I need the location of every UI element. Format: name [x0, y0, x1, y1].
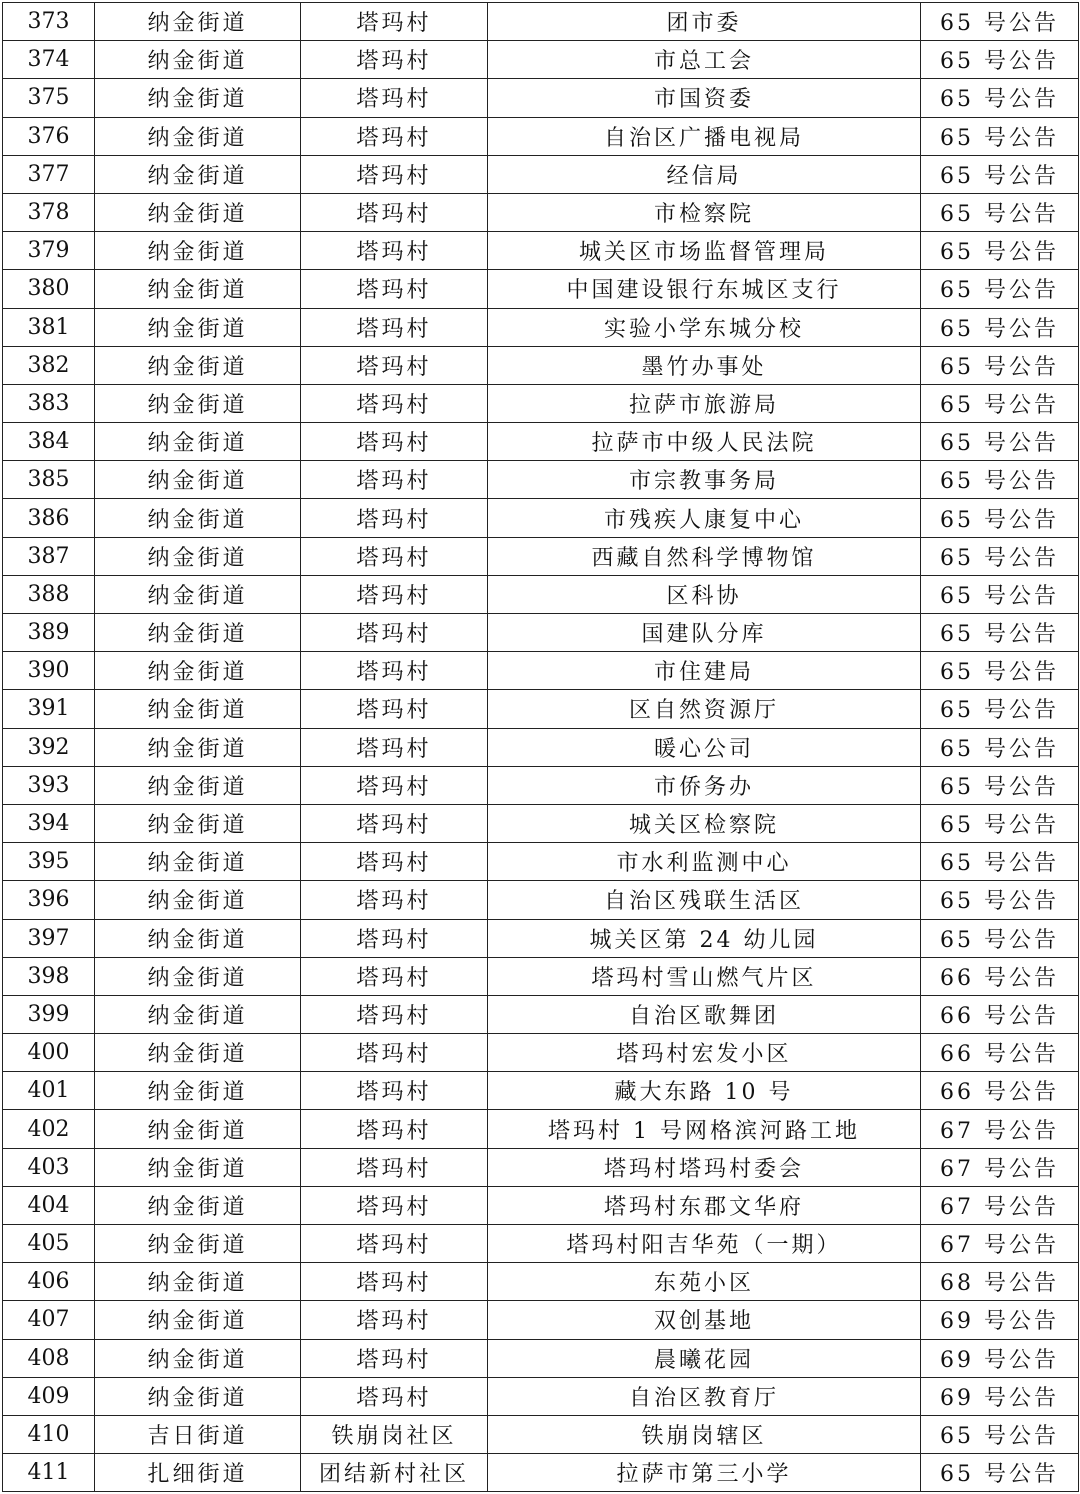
cell-village: 塔玛村	[301, 614, 488, 652]
cell-place: 暖心公司	[488, 728, 921, 766]
cell-notice: 65 号公告	[921, 155, 1079, 193]
cell-place: 塔玛村东郡文华府	[488, 1186, 921, 1224]
cell-notice: 65 号公告	[921, 3, 1079, 41]
cell-village: 塔玛村	[301, 193, 488, 231]
cell-village: 铁崩岗社区	[301, 1415, 488, 1453]
cell-place: 塔玛村阳吉华苑（一期）	[488, 1225, 921, 1263]
cell-number: 404	[3, 1186, 95, 1224]
cell-place: 市残疾人康复中心	[488, 499, 921, 537]
cell-place: 塔玛村雪山燃气片区	[488, 957, 921, 995]
cell-number: 381	[3, 308, 95, 346]
cell-village: 塔玛村	[301, 919, 488, 957]
table-row	[3, 1454, 1079, 1492]
cell-street: 扎细街道	[95, 1454, 301, 1492]
cell-notice: 65 号公告	[921, 728, 1079, 766]
table-row	[3, 1263, 1079, 1301]
table-row	[3, 270, 1079, 308]
table-row	[3, 155, 1079, 193]
table-row	[3, 995, 1079, 1033]
cell-village: 塔玛村	[301, 843, 488, 881]
cell-street: 纳金街道	[95, 995, 301, 1033]
cell-street: 纳金街道	[95, 346, 301, 384]
table-row	[3, 1225, 1079, 1263]
cell-street: 纳金街道	[95, 766, 301, 804]
cell-place: 经信局	[488, 155, 921, 193]
cell-street: 纳金街道	[95, 957, 301, 995]
cell-place: 城关区市场监督管理局	[488, 232, 921, 270]
cell-place: 区自然资源厅	[488, 690, 921, 728]
cell-number: 400	[3, 1034, 95, 1072]
cell-street: 纳金街道	[95, 614, 301, 652]
cell-street: 纳金街道	[95, 193, 301, 231]
cell-number: 385	[3, 461, 95, 499]
cell-number: 386	[3, 499, 95, 537]
cell-street: 纳金街道	[95, 1034, 301, 1072]
cell-number: 394	[3, 804, 95, 842]
cell-street: 纳金街道	[95, 117, 301, 155]
cell-place: 实验小学东城分校	[488, 308, 921, 346]
table-row	[3, 232, 1079, 270]
cell-street: 纳金街道	[95, 690, 301, 728]
cell-number: 408	[3, 1339, 95, 1377]
table-row	[3, 1034, 1079, 1072]
cell-street: 纳金街道	[95, 881, 301, 919]
table-row	[3, 537, 1079, 575]
table-row	[3, 1186, 1079, 1224]
cell-street: 纳金街道	[95, 1301, 301, 1339]
cell-place: 市检察院	[488, 193, 921, 231]
cell-village: 塔玛村	[301, 652, 488, 690]
cell-number: 379	[3, 232, 95, 270]
cell-notice: 65 号公告	[921, 652, 1079, 690]
cell-notice: 65 号公告	[921, 1415, 1079, 1453]
table-row	[3, 461, 1079, 499]
cell-place: 自治区歌舞团	[488, 995, 921, 1033]
table-row	[3, 384, 1079, 422]
cell-notice: 65 号公告	[921, 346, 1079, 384]
cell-number: 399	[3, 995, 95, 1033]
cell-village: 塔玛村	[301, 1377, 488, 1415]
cell-place: 拉萨市第三小学	[488, 1454, 921, 1492]
table-row	[3, 614, 1079, 652]
cell-village: 塔玛村	[301, 308, 488, 346]
cell-place: 团市委	[488, 3, 921, 41]
cell-street: 纳金街道	[95, 270, 301, 308]
cell-number: 406	[3, 1263, 95, 1301]
cell-place: 拉萨市中级人民法院	[488, 423, 921, 461]
cell-number: 396	[3, 881, 95, 919]
cell-village: 塔玛村	[301, 957, 488, 995]
cell-place: 自治区教育厅	[488, 1377, 921, 1415]
table-row	[3, 1377, 1079, 1415]
cell-street: 纳金街道	[95, 41, 301, 79]
table-row	[3, 346, 1079, 384]
cell-notice: 65 号公告	[921, 232, 1079, 270]
cell-place: 市侨务办	[488, 766, 921, 804]
cell-street: 纳金街道	[95, 1263, 301, 1301]
table-row	[3, 766, 1079, 804]
table-row	[3, 652, 1079, 690]
cell-village: 团结新村社区	[301, 1454, 488, 1492]
cell-number: 382	[3, 346, 95, 384]
cell-place: 晨曦花园	[488, 1339, 921, 1377]
cell-village: 塔玛村	[301, 1225, 488, 1263]
cell-place: 市宗教事务局	[488, 461, 921, 499]
cell-notice: 65 号公告	[921, 79, 1079, 117]
cell-village: 塔玛村	[301, 232, 488, 270]
cell-street: 纳金街道	[95, 232, 301, 270]
cell-notice: 65 号公告	[921, 766, 1079, 804]
table-row	[3, 499, 1079, 537]
cell-place: 自治区广播电视局	[488, 117, 921, 155]
cell-street: 纳金街道	[95, 1339, 301, 1377]
cell-number: 390	[3, 652, 95, 690]
cell-street: 纳金街道	[95, 919, 301, 957]
cell-place: 铁崩岗辖区	[488, 1415, 921, 1453]
cell-notice: 66 号公告	[921, 957, 1079, 995]
cell-village: 塔玛村	[301, 690, 488, 728]
cell-number: 384	[3, 423, 95, 461]
cell-number: 409	[3, 1377, 95, 1415]
cell-number: 387	[3, 537, 95, 575]
table-row	[3, 1072, 1079, 1110]
cell-village: 塔玛村	[301, 41, 488, 79]
cell-notice: 67 号公告	[921, 1186, 1079, 1224]
cell-village: 塔玛村	[301, 79, 488, 117]
cell-village: 塔玛村	[301, 155, 488, 193]
cell-place: 国建队分库	[488, 614, 921, 652]
cell-notice: 69 号公告	[921, 1339, 1079, 1377]
cell-village: 塔玛村	[301, 1263, 488, 1301]
cell-number: 397	[3, 919, 95, 957]
cell-street: 纳金街道	[95, 843, 301, 881]
cell-number: 411	[3, 1454, 95, 1492]
cell-village: 塔玛村	[301, 1186, 488, 1224]
cell-village: 塔玛村	[301, 1301, 488, 1339]
cell-notice: 66 号公告	[921, 995, 1079, 1033]
table-row	[3, 193, 1079, 231]
cell-place: 塔玛村塔玛村委会	[488, 1148, 921, 1186]
cell-notice: 65 号公告	[921, 117, 1079, 155]
cell-notice: 65 号公告	[921, 308, 1079, 346]
cell-place: 墨竹办事处	[488, 346, 921, 384]
cell-street: 纳金街道	[95, 1377, 301, 1415]
cell-place: 自治区残联生活区	[488, 881, 921, 919]
cell-street: 纳金街道	[95, 1148, 301, 1186]
cell-place: 塔玛村宏发小区	[488, 1034, 921, 1072]
cell-street: 纳金街道	[95, 461, 301, 499]
cell-street: 吉日街道	[95, 1415, 301, 1453]
table-row	[3, 575, 1079, 613]
cell-street: 纳金街道	[95, 728, 301, 766]
cell-number: 391	[3, 690, 95, 728]
cell-village: 塔玛村	[301, 461, 488, 499]
cell-street: 纳金街道	[95, 384, 301, 422]
cell-notice: 65 号公告	[921, 41, 1079, 79]
cell-street: 纳金街道	[95, 804, 301, 842]
table-row	[3, 728, 1079, 766]
cell-number: 407	[3, 1301, 95, 1339]
cell-notice: 65 号公告	[921, 804, 1079, 842]
cell-number: 374	[3, 41, 95, 79]
cell-place: 市水利监测中心	[488, 843, 921, 881]
cell-village: 塔玛村	[301, 575, 488, 613]
cell-notice: 69 号公告	[921, 1377, 1079, 1415]
cell-place: 西藏自然科学博物馆	[488, 537, 921, 575]
cell-notice: 65 号公告	[921, 537, 1079, 575]
cell-village: 塔玛村	[301, 270, 488, 308]
cell-place: 双创基地	[488, 1301, 921, 1339]
table-row	[3, 117, 1079, 155]
cell-notice: 65 号公告	[921, 843, 1079, 881]
cell-number: 402	[3, 1110, 95, 1148]
cell-place: 城关区第 24 幼儿园	[488, 919, 921, 957]
cell-street: 纳金街道	[95, 1225, 301, 1263]
cell-number: 376	[3, 117, 95, 155]
cell-number: 377	[3, 155, 95, 193]
cell-village: 塔玛村	[301, 499, 488, 537]
cell-notice: 68 号公告	[921, 1263, 1079, 1301]
table-row	[3, 804, 1079, 842]
table-row	[3, 1301, 1079, 1339]
cell-street: 纳金街道	[95, 3, 301, 41]
table-row	[3, 423, 1079, 461]
cell-street: 纳金街道	[95, 652, 301, 690]
cell-street: 纳金街道	[95, 79, 301, 117]
cell-notice: 65 号公告	[921, 575, 1079, 613]
cell-notice: 65 号公告	[921, 461, 1079, 499]
table-row	[3, 919, 1079, 957]
cell-village: 塔玛村	[301, 804, 488, 842]
table-row	[3, 79, 1079, 117]
table-row	[3, 308, 1079, 346]
cell-place: 拉萨市旅游局	[488, 384, 921, 422]
cell-village: 塔玛村	[301, 384, 488, 422]
cell-village: 塔玛村	[301, 537, 488, 575]
cell-notice: 67 号公告	[921, 1110, 1079, 1148]
cell-notice: 69 号公告	[921, 1301, 1079, 1339]
cell-number: 405	[3, 1225, 95, 1263]
cell-street: 纳金街道	[95, 575, 301, 613]
table-row	[3, 1415, 1079, 1453]
cell-number: 375	[3, 79, 95, 117]
cell-place: 区科协	[488, 575, 921, 613]
cell-village: 塔玛村	[301, 995, 488, 1033]
table-row	[3, 881, 1079, 919]
cell-notice: 65 号公告	[921, 193, 1079, 231]
cell-number: 383	[3, 384, 95, 422]
cell-village: 塔玛村	[301, 1148, 488, 1186]
cell-notice: 65 号公告	[921, 423, 1079, 461]
cell-place: 藏大东路 10 号	[488, 1072, 921, 1110]
cell-notice: 67 号公告	[921, 1148, 1079, 1186]
table-row	[3, 843, 1079, 881]
cell-notice: 67 号公告	[921, 1225, 1079, 1263]
cell-village: 塔玛村	[301, 881, 488, 919]
cell-street: 纳金街道	[95, 423, 301, 461]
cell-number: 398	[3, 957, 95, 995]
cell-notice: 66 号公告	[921, 1034, 1079, 1072]
cell-notice: 65 号公告	[921, 499, 1079, 537]
list-table-body	[3, 3, 1079, 1492]
cell-street: 纳金街道	[95, 1186, 301, 1224]
cell-notice: 65 号公告	[921, 919, 1079, 957]
cell-village: 塔玛村	[301, 766, 488, 804]
table-row	[3, 1110, 1079, 1148]
cell-number: 388	[3, 575, 95, 613]
cell-notice: 65 号公告	[921, 1454, 1079, 1492]
cell-street: 纳金街道	[95, 499, 301, 537]
cell-number: 392	[3, 728, 95, 766]
table-row	[3, 41, 1079, 79]
cell-notice: 65 号公告	[921, 270, 1079, 308]
list-table	[2, 2, 1079, 1492]
cell-street: 纳金街道	[95, 1072, 301, 1110]
table-row	[3, 957, 1079, 995]
cell-street: 纳金街道	[95, 308, 301, 346]
cell-number: 401	[3, 1072, 95, 1110]
cell-street: 纳金街道	[95, 537, 301, 575]
cell-number: 395	[3, 843, 95, 881]
cell-number: 389	[3, 614, 95, 652]
cell-village: 塔玛村	[301, 1034, 488, 1072]
cell-village: 塔玛村	[301, 346, 488, 384]
table-row	[3, 690, 1079, 728]
table-row	[3, 3, 1079, 41]
cell-notice: 65 号公告	[921, 384, 1079, 422]
cell-village: 塔玛村	[301, 728, 488, 766]
cell-street: 纳金街道	[95, 1110, 301, 1148]
cell-village: 塔玛村	[301, 117, 488, 155]
cell-place: 中国建设银行东城区支行	[488, 270, 921, 308]
table-row	[3, 1339, 1079, 1377]
cell-notice: 66 号公告	[921, 1072, 1079, 1110]
cell-street: 纳金街道	[95, 155, 301, 193]
cell-notice: 65 号公告	[921, 881, 1079, 919]
cell-place: 城关区检察院	[488, 804, 921, 842]
cell-number: 403	[3, 1148, 95, 1186]
cell-village: 塔玛村	[301, 3, 488, 41]
cell-notice: 65 号公告	[921, 614, 1079, 652]
cell-number: 380	[3, 270, 95, 308]
cell-number: 410	[3, 1415, 95, 1453]
cell-number: 373	[3, 3, 95, 41]
cell-place: 塔玛村 1 号网格滨河路工地	[488, 1110, 921, 1148]
cell-place: 市住建局	[488, 652, 921, 690]
table-row	[3, 1148, 1079, 1186]
cell-village: 塔玛村	[301, 1072, 488, 1110]
cell-village: 塔玛村	[301, 423, 488, 461]
cell-village: 塔玛村	[301, 1339, 488, 1377]
cell-number: 393	[3, 766, 95, 804]
cell-notice: 65 号公告	[921, 690, 1079, 728]
cell-place: 市国资委	[488, 79, 921, 117]
cell-place: 市总工会	[488, 41, 921, 79]
cell-number: 378	[3, 193, 95, 231]
cell-village: 塔玛村	[301, 1110, 488, 1148]
cell-place: 东苑小区	[488, 1263, 921, 1301]
